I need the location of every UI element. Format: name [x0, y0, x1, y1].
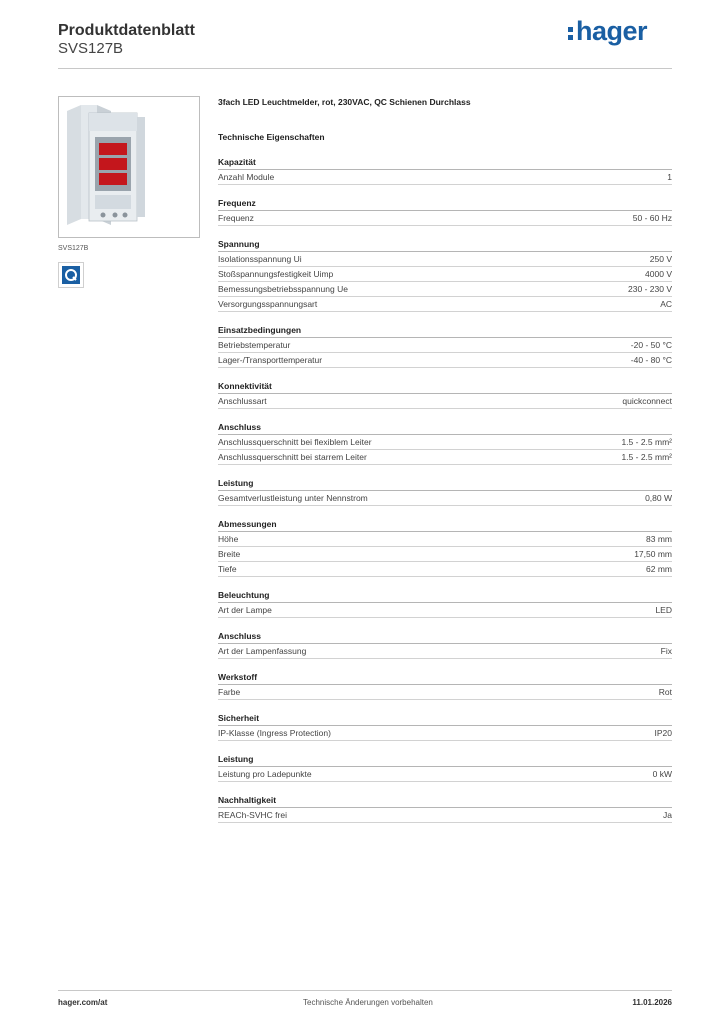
spec-value: Ja: [663, 810, 672, 820]
spec-value: Fix: [660, 646, 672, 656]
section-title: Anschluss: [218, 421, 672, 435]
section-title: Beleuchtung: [218, 589, 672, 603]
spec-value: 1: [667, 172, 672, 182]
spec-value: 230 - 230 V: [628, 284, 672, 294]
spec-row: [218, 808, 672, 823]
spec-label: Anschlussquerschnitt bei starrem Leiter: [218, 452, 367, 462]
spec-row: [218, 562, 672, 577]
footer-notice: Technische Änderungen vorbehalten: [303, 998, 433, 1007]
spec-label: Gesamtverlustleistung unter Nennstrom: [218, 493, 368, 503]
spec-value: AC: [660, 299, 672, 309]
spec-row: [218, 726, 672, 741]
spec-label: Art der Lampe: [218, 605, 272, 615]
spec-label: IP-Klasse (Ingress Protection): [218, 728, 331, 738]
spec-row: [218, 644, 672, 659]
spec-value: LED: [655, 605, 672, 615]
spec-section: [218, 197, 672, 226]
spec-value: 250 V: [649, 254, 672, 264]
spec-section: [218, 477, 672, 506]
spec-section: [218, 794, 672, 823]
footer-date: 11.01.2026: [632, 998, 672, 1007]
spec-value: 1.5 - 2.5 mm²: [621, 437, 672, 447]
spec-value: -20 - 50 °C: [630, 340, 672, 350]
spec-value: 83 mm: [646, 534, 672, 544]
spec-row: [218, 267, 672, 282]
spec-section: [218, 156, 672, 185]
tech-heading: Technische Eigenschaften: [218, 132, 325, 142]
spec-value: quickconnect: [622, 396, 672, 406]
spec-row: [218, 532, 672, 547]
hager-logo-dots-icon: [568, 22, 573, 40]
footer-website: hager.com/at: [58, 998, 108, 1007]
spec-row: [218, 282, 672, 297]
spec-row: [218, 491, 672, 506]
spec-row: [218, 394, 672, 409]
spec-row: [218, 353, 672, 368]
header-divider: [58, 68, 672, 69]
section-title: Konnektivität: [218, 380, 672, 394]
spec-label: Stoßspannungsfestigkeit Uimp: [218, 269, 334, 279]
spec-row: [218, 297, 672, 312]
spec-label: REACh-SVHC frei: [218, 810, 287, 820]
spec-row: [218, 252, 672, 267]
spec-label: Anzahl Module: [218, 172, 275, 182]
spec-row: [218, 603, 672, 618]
spec-row: [218, 767, 672, 782]
section-title: Abmessungen: [218, 518, 672, 532]
spec-value: 0,80 W: [645, 493, 672, 503]
footer-divider: [58, 990, 672, 991]
spec-section: [218, 630, 672, 659]
spec-section: [218, 238, 672, 312]
spec-row: [218, 685, 672, 700]
spec-row: [218, 435, 672, 450]
product-code: SVS127B: [58, 40, 124, 57]
spec-section: [218, 324, 672, 368]
spec-value: 1.5 - 2.5 mm²: [621, 452, 672, 462]
spec-label: Leistung pro Ladepunkte: [218, 769, 312, 779]
section-title: Spannung: [218, 238, 672, 252]
section-title: Nachhaltigkeit: [218, 794, 672, 808]
spec-value: 4000 V: [645, 269, 672, 279]
spec-label: Höhe: [218, 534, 239, 544]
spec-value: IP20: [654, 728, 672, 738]
spec-label: Anschlussquerschnitt bei flexiblem Leiter: [218, 437, 372, 447]
spec-label: Versorgungsspannungsart: [218, 299, 318, 309]
spec-label: Farbe: [218, 687, 241, 697]
logo-text: hager: [576, 16, 648, 46]
spec-row: [218, 450, 672, 465]
spec-label: Bemessungsbetriebsspannung Ue: [218, 284, 348, 294]
quality-badge-icon: [58, 262, 84, 288]
spec-label: Breite: [218, 549, 241, 559]
spec-value: Rot: [658, 687, 672, 697]
product-description: 3fach LED Leuchtmelder, rot, 230VAC, QC Schienen Durchlass: [218, 97, 471, 107]
hager-logo: [568, 16, 647, 47]
spec-value: 62 mm: [646, 564, 672, 574]
spec-section: [218, 753, 672, 782]
spec-row: [218, 338, 672, 353]
section-title: Frequenz: [218, 197, 672, 211]
spec-section: [218, 518, 672, 577]
product-illustration: [59, 97, 199, 237]
section-title: Sicherheit: [218, 712, 672, 726]
section-title: Einsatzbedingungen: [218, 324, 672, 338]
spec-value: -40 - 80 °C: [630, 355, 672, 365]
spec-section: [218, 380, 672, 409]
spec-sections: [218, 156, 672, 823]
spec-section: [218, 589, 672, 618]
spec-value: 0 kW: [652, 769, 672, 779]
section-title: Kapazität: [218, 156, 672, 170]
spec-label: Isolationsspannung Ui: [218, 254, 302, 264]
spec-label: Lager-/Transporttemperatur: [218, 355, 323, 365]
spec-row: [218, 547, 672, 562]
section-title: Werkstoff: [218, 671, 672, 685]
spec-label: Art der Lampenfassung: [218, 646, 307, 656]
spec-value: 50 - 60 Hz: [632, 213, 672, 223]
spec-label: Tiefe: [218, 564, 237, 574]
section-title: Leistung: [218, 753, 672, 767]
spec-row: [218, 170, 672, 185]
spec-section: [218, 421, 672, 465]
product-image: [58, 96, 200, 238]
spec-row: [218, 211, 672, 226]
spec-section: [218, 712, 672, 741]
section-title: Anschluss: [218, 630, 672, 644]
image-caption: SVS127B: [58, 245, 89, 252]
spec-label: Betriebstemperatur: [218, 340, 291, 350]
section-title: Leistung: [218, 477, 672, 491]
spec-value: 17,50 mm: [634, 549, 672, 559]
spec-section: [218, 671, 672, 700]
spec-content: [218, 96, 672, 823]
spec-label: Anschlussart: [218, 396, 267, 406]
spec-label: Frequenz: [218, 213, 254, 223]
page-title: Produktdatenblatt: [58, 22, 195, 39]
